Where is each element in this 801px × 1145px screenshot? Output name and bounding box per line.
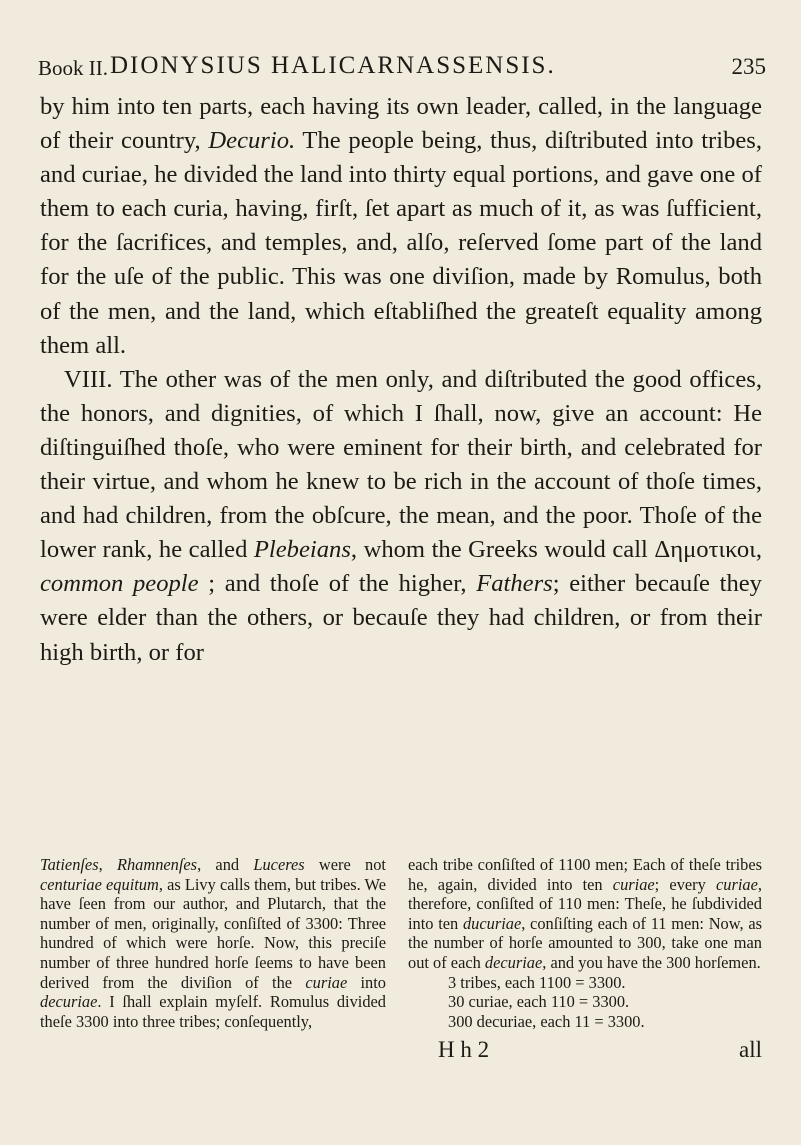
text-run: into <box>347 972 386 992</box>
text-run: , and you have the 300 horſemen. <box>542 952 761 972</box>
footnote-column-right <box>408 855 762 1031</box>
page-number: 235 <box>731 54 766 79</box>
text-run: , <box>98 855 117 874</box>
paragraph-1 <box>40 90 762 363</box>
paragraph-2 <box>40 363 762 670</box>
italic-term: ducuriae <box>462 913 522 933</box>
text-run: , and <box>197 855 254 874</box>
footnote-text <box>40 855 386 1031</box>
italic-term: curiae <box>716 874 758 894</box>
running-header <box>38 52 766 86</box>
equation-line: 3 tribes, each 1100 = 3300. <box>448 972 626 992</box>
text-run: ; and thoſe of the higher, <box>198 570 477 598</box>
italic-term: Decurio. <box>208 127 296 155</box>
text-run: . I ſhall explain myſelf. Romulus divided theſe 3300 into three tribes; conſequently, <box>40 992 386 1031</box>
text-run: VIII. The other was of the men only, and diſtributed the good offices, the honors, and dignities, of which I ſhall, now, give an account: He diſtinguiſhed thoſe, who were eminent for their birth, and celebrated for their virtue, and whom he knew to be rich in the account of thoſe times, and had children, from the obſcure, the mean, and the poor. Thoſe of the lower rank, he called <box>40 365 762 564</box>
text-run: , conſiſting each of 11 men: Now, as the number of horſe amounted to 300, take one man out of each <box>408 913 762 972</box>
text-run: ; either becauſe they were elder than the others, or becauſe they had children, or from their high birth, or for <box>40 570 762 666</box>
italic-term: Fathers <box>476 570 553 598</box>
text-run: , therefore, conſiſted of 110 men: Theſe, he ſubdivided into ten <box>408 874 762 933</box>
footnote-column-left <box>40 855 386 1031</box>
italic-term: decuriae <box>40 992 98 1012</box>
italic-term: Rhamnenſes <box>116 855 198 874</box>
text-run: , whom the Greeks would call <box>350 536 655 564</box>
text-run: by him into ten parts, each having its own leader, called, in the language of their country, <box>40 93 762 155</box>
italic-term: Tatienſes <box>40 855 99 874</box>
text-run: , <box>755 536 762 564</box>
text-run: The people being, thus, diſtributed into tribes, and curiae, he divided the land into thirty equal portions, and gave one of them to each curia, having, firſt, ſet apart as much of it, as was ſufficient, for the ſacrifices, and temples, and, alſo, reſerved ſome part of the land for the uſe of the public. This was one diviſion, made by Romulus, both of the men, and the land, which eſtabliſhed the greateſt equality among them all. <box>40 127 762 359</box>
text-run: ; every <box>654 874 717 894</box>
text-run: each tribe conſiſted of 1100 men; Each of theſe tribes he, again, divided into ten <box>408 855 762 894</box>
italic-term: Plebeians <box>253 536 351 564</box>
text-run: were not <box>304 855 386 874</box>
signature-mark: H h 2 <box>438 1037 490 1062</box>
footnotes <box>40 855 762 1115</box>
text-run: , as Livy calls them, but tribes. We have ſeen from our author, and Plutarch, that the number of men, originally, conſiſted of 3300: Three hundred of which were horſe. Now, this preciſe number of three hundred horſe ſeems to have been derived from the diviſion of the <box>40 874 386 992</box>
footnote-text <box>408 855 762 973</box>
italic-term: decuriae <box>484 952 543 972</box>
equation-line: 300 decuriae, each 11 = 3300. <box>448 1011 645 1031</box>
book-label: Book II. <box>38 56 108 80</box>
page-footer <box>408 1037 762 1066</box>
greek-word: Δημοτικοι <box>654 536 756 564</box>
italic-term: curiae <box>305 972 348 992</box>
author-title: DIONYSIUS HALICARNASSENSIS. <box>110 52 556 79</box>
catchword: all <box>739 1037 762 1062</box>
main-text <box>40 90 762 670</box>
italic-term: common people <box>40 570 199 598</box>
italic-term: curiae <box>612 874 655 894</box>
italic-term: centuriae equitum <box>40 874 159 894</box>
equation-line: 30 curiae, each 110 = 3300. <box>448 992 630 1012</box>
italic-term: Luceres <box>253 855 305 874</box>
